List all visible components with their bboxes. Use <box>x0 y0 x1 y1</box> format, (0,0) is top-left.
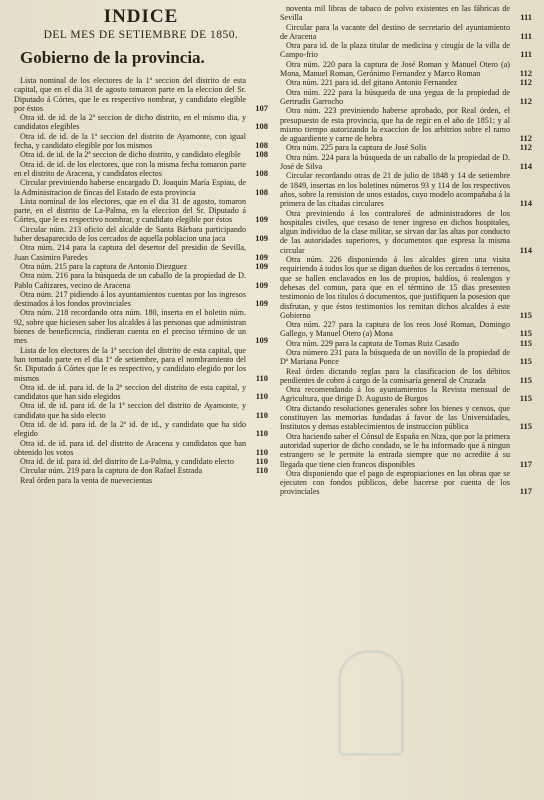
index-entry <box>280 209 532 255</box>
entry-page-number: 109 <box>255 233 268 244</box>
entry-text: Circular para la vacante del destino de secretario del ayuntamiento de Aracena <box>280 22 510 41</box>
entry-text: noventa mil libras de tabaco de polvo existentes en las fábricas de Sevilla <box>280 4 510 23</box>
index-entry <box>280 78 532 87</box>
entry-text: Otra núm. 220 para la captura de José Roman y Manuel Otero (a) Mona, Manuel Roman, Gerónimo Fernandez y Marco Roman <box>280 59 510 79</box>
entry-text: Otra previniendo á los contraloreś de administradores de los hospitales civiles, que cesaso de tener ingreso en dichos hospitales, algun individuo de la clase militar, se sirvan dar las altas por conducto de las autoridades superiores, y documentos que espresa la misma circular <box>280 208 510 255</box>
index-entry <box>280 432 532 469</box>
entry-text: Otra id. de id. de la 1ª seccion del distrito de Ayamonte, con igual fecha, y candidato elegible por los mismos <box>14 131 246 151</box>
index-entry <box>14 243 268 262</box>
entry-text: Otra id. de id. para id. del distrito de La-Palma, y candidato electo <box>20 457 234 467</box>
entry-page-number: 108 <box>255 149 268 160</box>
entry-page-number: 108 <box>255 186 268 197</box>
index-entry <box>280 469 532 497</box>
entry-page-number: 107 <box>255 102 268 113</box>
entry-page-number: 115 <box>519 328 532 339</box>
entry-page-number: 108 <box>255 167 268 178</box>
entry-text: Otra id. de id. para id. del distrito de Aracena y candidatos que han obtenido los votos <box>14 438 246 457</box>
entry-text: Otra disponiendo que el pago de espropiaciones en las obras que se ejecuten con fondos públicos, debe hacerse por cuenta de los provinciales <box>280 468 510 497</box>
index-entry <box>280 60 532 79</box>
entry-page-number: 115 <box>519 421 532 432</box>
entry-text: Otra id. de id. de la 2ª seccion de dicho distrito, en el mismo dia, y candidatos elegibles <box>14 113 246 132</box>
entry-page-number: 110 <box>255 428 268 439</box>
index-entry <box>14 439 268 458</box>
index-entry <box>280 41 532 60</box>
entry-text: Otra núm. 216 para la búsqueda de un caballo de la propiedad de D. Pablo Cañizares, vecino de Aracena <box>14 271 246 290</box>
entry-text: Otra número 231 para la búsqueda de un novillo de la propiedad de Dª Mariana Ponce <box>280 347 510 367</box>
entry-page-number: 115 <box>519 356 532 367</box>
entry-text: Lista nominal de los electores de la 1ª seccion del distrito de esta capital, que en el dia 31 de agosto tomaron parte en la eleccion del Sr. Diputado á Córtes, que le es respectivo nombrar, y candidato elegible por éstos <box>14 76 246 113</box>
index-entry <box>280 4 532 23</box>
index-entry <box>280 320 532 339</box>
entry-page-number: 109 <box>255 335 268 346</box>
index-entry <box>280 143 532 152</box>
entry-page-number: 110 <box>255 446 268 457</box>
index-entry <box>14 346 268 383</box>
entry-text: Otra núm. 227 para la captura de los reos José Roman, Domingo Gallego, y Manuel Otero (a) Mona <box>280 320 510 339</box>
index-entry <box>14 420 268 439</box>
index-entry <box>280 88 532 107</box>
entry-page-number: 114 <box>519 244 532 255</box>
left-column <box>14 4 268 800</box>
index-entry <box>280 153 532 172</box>
entry-page-number: 112 <box>519 133 532 144</box>
entry-page-number: 108 <box>255 121 268 132</box>
entry-text: Circular núm. 213 oficio del alcalde de Santa Bárbara participando haber desaparecido de los cercados de aquella poblacion una jaca <box>14 224 246 244</box>
index-entry <box>14 132 268 151</box>
index-entry <box>14 197 268 225</box>
entry-text: Circular recordando otras de 21 de julio de 1848 y 14 de setiembre de 1849, insertas en los boletines números 93 y 114 de los respectivos años, sobre la remision de unos estados, cuyo modelo acompañaba á la primera de las citadas circulares <box>280 171 510 209</box>
index-entry <box>14 262 268 271</box>
index-entry <box>14 76 268 113</box>
entry-page-number: 109 <box>255 279 268 290</box>
page-title: INDICE <box>103 6 179 27</box>
index-entry <box>280 404 532 432</box>
index-entry <box>14 225 268 244</box>
entry-text: Otra núm. 225 para la captura de José Solis <box>286 143 427 153</box>
entry-page-number: 109 <box>255 214 268 225</box>
entry-page-number: 111 <box>520 49 532 60</box>
index-entry <box>280 348 532 367</box>
entry-text: Otra núm. 218 recordando otra núm. 180, inserta en el boletin núm. 92, sobre que hiciesen saber los alcaldes á las personas que administran bienes de beneficencia, rindieran cuenta en el preciso término de un mes <box>14 308 246 346</box>
entry-page-number: 110 <box>255 372 268 383</box>
entry-page-number: 115 <box>519 309 532 320</box>
entry-text: Real órden dictando reglas para la clasificacion de los débitos pendientes de cobro á cargo de la comisaría general de Cruzada <box>280 366 510 385</box>
entry-text: Otra para id. de la plaza titular de medicina y cirugía de la villa de Campo-frio <box>280 41 510 60</box>
entry-page-number: 114 <box>519 198 532 209</box>
entry-page-number: 110 <box>255 465 268 476</box>
entry-page-number: 117 <box>519 486 532 497</box>
entry-text: Otra núm. 214 para la captura del desertor del presidio de Sevilla, Juan Casimiro Paredes <box>14 243 246 262</box>
entry-page-number: 115 <box>519 374 532 385</box>
entry-text: Otra id. de id. de los electores, que con la misma fecha tomaron parte en el distrito de Aracena, y candidatos electos <box>14 159 246 178</box>
entry-text: Otra núm. 221 para id. del gitano Antonio Fernandez <box>286 78 458 88</box>
entry-text: Otra núm. 229 para la captura de Tomas Ruiz Casado <box>286 338 459 348</box>
index-entry <box>14 113 268 132</box>
section-heading: Gobierno de la provincia. <box>20 48 205 67</box>
index-entry <box>14 290 268 309</box>
index-entry <box>14 476 268 485</box>
right-entry-list <box>280 4 532 497</box>
index-entry <box>14 383 268 402</box>
index-entry <box>14 457 268 466</box>
index-entry <box>14 401 268 420</box>
entry-text: Otra núm. 217 pidiendo á los ayuntamientos cuentas por los ingresos destinados á los fondos provinciales <box>14 289 246 309</box>
entry-page-number: 111 <box>520 12 532 23</box>
entry-page-number: 111 <box>520 30 532 41</box>
entry-text: Otra id. de id. para id. de la 2ª id. de id., y candidato que ha sido elegido <box>14 419 246 439</box>
entry-text: Lista de los electores de la 1ª seccion del distrito de esta capital, que han tomado parte en el dia 1º de setiembre, para el nombramiento del Sr. Diputado á Córtes que le es respectivo, y candidato elegido por los mismos <box>14 345 246 383</box>
entry-text: Otra núm. 224 para la búsqueda de un caballo de la propiedad de D. José de Silva <box>280 152 510 172</box>
entry-page-number: 109 <box>255 298 268 309</box>
entry-page-number: 112 <box>519 95 532 106</box>
entry-page-number: 117 <box>519 458 532 469</box>
index-entry <box>14 150 268 159</box>
entry-page-number: 110 <box>255 456 268 467</box>
index-entry <box>14 308 268 345</box>
page-subtitle: DEL MES DE SETIEMBRE DE 1850. <box>43 29 239 41</box>
entry-text: Otra núm. 223 previniendo haberse aprobado, por Real órden, el presupuesto de esta provincia, que ha de regir en el año de 1851; y al mismo tiempo autorizando la exaccion de los arbitrios sobre el ramo de aguardiente y carne de hebra <box>280 106 510 144</box>
entry-page-number: 115 <box>519 337 532 348</box>
entry-page-number: 112 <box>519 142 532 153</box>
index-entry <box>280 385 532 404</box>
index-entry <box>280 255 532 320</box>
entry-page-number: 109 <box>255 260 268 271</box>
index-entry <box>14 466 268 475</box>
entry-text: Lista nominal de los electores, que en el dia 31 de agosto, tomaron parte, en el distrito de La-Palma, en la eleccion del Sr. Diputado á Córtes, que le es respectivo nombrar, y candidato elegible por éstos <box>14 196 246 225</box>
index-entry <box>280 171 532 208</box>
entry-text: Otra núm. 226 disponiendo á los alcaldes giren una visita requiriendo á todos los que se digan dueños de los cercados ó terrenos, que se hallen enclavados en los de propios, baldíos, ó realengos y dehesas del comun, para que en el término de 15 dias presenten testimonio de los títulos ó documentos, que justifiquen la posesion que disfrutan, y que éstos testimonios los remitan dichos alcaldes á este Gobierno <box>280 255 510 320</box>
entry-text: Circular previniendo haberse encargado D. Joaquin María Espiau, de la Administracion de fincas del Estado de esta provincia <box>14 178 246 197</box>
index-entry <box>14 271 268 290</box>
entry-page-number: 112 <box>519 77 532 88</box>
entry-page-number: 110 <box>255 391 268 402</box>
entry-text: Otra haciendo saber el Cónsul de España en Niza, que por la primera autoridad superior de dicho condado, se le ha informado que á ningun estrangero se le permite la entrada siempre que no acredite á su llegada que tiene cien francos disponibles <box>280 431 510 469</box>
index-entry <box>280 23 532 42</box>
entry-page-number: 112 <box>519 68 532 79</box>
right-column <box>280 4 532 800</box>
entry-text: Otra dictando resoluciones generales sobre los bienes y censos, que constituyen las memorias fundadas á favor de las Universidades, Institutos y demas establecimientos de instruccion pública <box>280 403 510 432</box>
entry-text: Circular núm. 219 para la captura de don Rafael Estrada <box>20 466 203 476</box>
entry-text: Otra núm. 215 para la captura de Antonio Diezguez <box>20 261 187 271</box>
index-entry <box>280 367 532 386</box>
index-entry <box>14 178 268 197</box>
entry-text: Otra recomendando á los ayuntamientos la Revista mensual de Agricultura, que dirige D. Augusto de Burgos <box>280 385 510 404</box>
left-entry-list <box>14 76 268 485</box>
entry-text: Otra id. de id. de la 2ª seccion de dicho distrito, y candidato elegible <box>20 150 241 160</box>
entry-page-number: 109 <box>255 251 268 262</box>
entry-text: Otra id. de id. para id. de la 1ª seccion del distrito de Ayamonte, y candidato que ha sido electo <box>14 401 246 420</box>
entry-page-number: 110 <box>255 409 268 420</box>
entry-page-number: 114 <box>519 161 532 172</box>
entry-text: Real órden para la venta de nuevecientas <box>20 475 153 485</box>
entry-text: Otra núm. 222 para la búsqueda de una yegua de la propiedad de Gertrudis Garrocho <box>280 87 510 106</box>
index-entry <box>280 339 532 348</box>
entry-text: Otra id. de id. para id. de la 2ª seccion del distrito de esta capital, y candidatos que han sido elegidos <box>14 382 246 402</box>
index-entry <box>14 160 268 179</box>
entry-page-number: 115 <box>519 393 532 404</box>
entry-page-number: 108 <box>255 140 268 151</box>
index-entry <box>280 106 532 143</box>
